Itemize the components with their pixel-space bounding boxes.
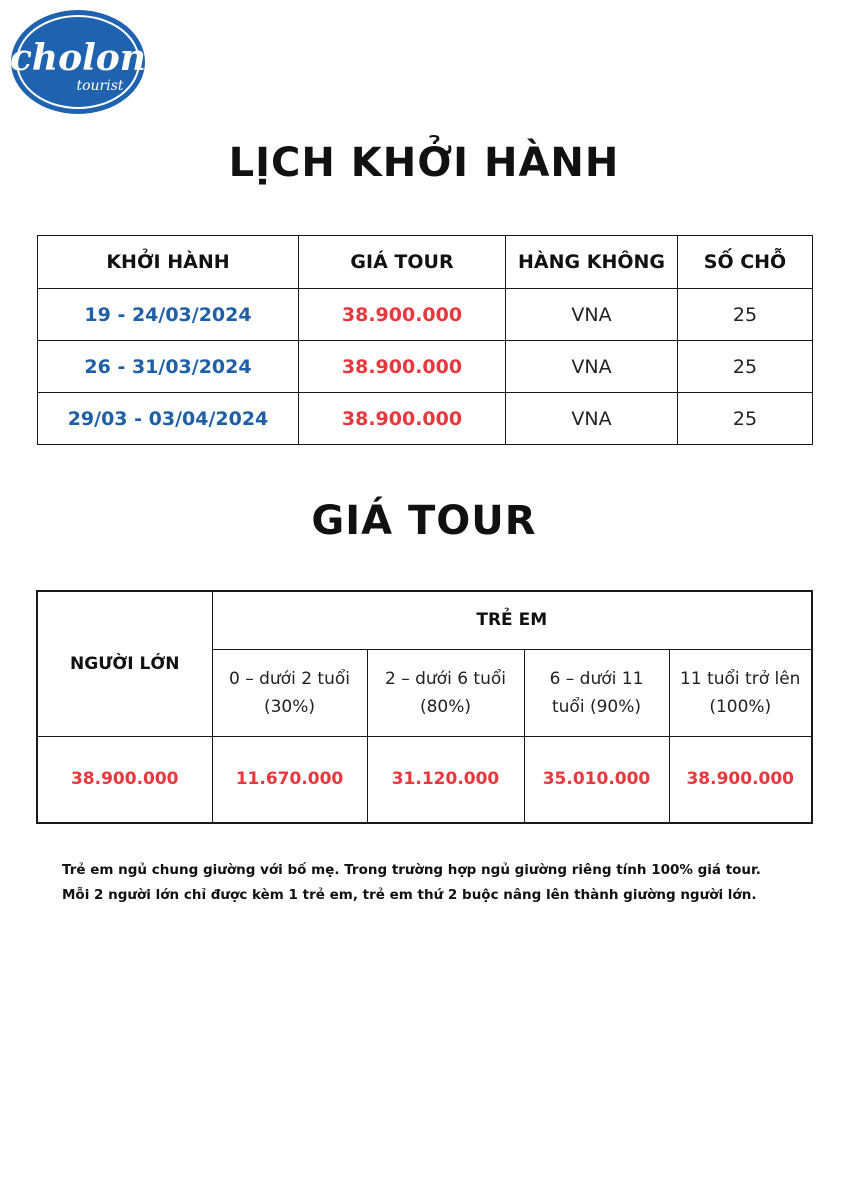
adult-label: NGƯỜI LỚN bbox=[37, 591, 212, 736]
age-group-6-11 bbox=[524, 649, 669, 736]
child-price: 38.900.000 bbox=[669, 736, 812, 823]
age-group-2-6 bbox=[367, 649, 524, 736]
tour-price: 38.900.000 bbox=[299, 341, 506, 393]
tour-price: 38.900.000 bbox=[299, 393, 506, 445]
price-row bbox=[37, 736, 812, 823]
child-price: 11.670.000 bbox=[212, 736, 367, 823]
table-row bbox=[38, 289, 813, 341]
note-line: Trẻ em ngủ chung giường với bố mẹ. Trong trường hợp ngủ giường riêng tính 100% giá tour. bbox=[62, 862, 761, 878]
children-label: TRẺ EM bbox=[212, 591, 812, 649]
seats: 25 bbox=[678, 289, 813, 341]
logo-brand-text: cholon bbox=[10, 37, 146, 79]
schedule-header-row bbox=[38, 236, 813, 289]
tour-price: 38.900.000 bbox=[299, 289, 506, 341]
child-price: 31.120.000 bbox=[367, 736, 524, 823]
header-seats: SỐ CHỖ bbox=[678, 236, 813, 289]
age-percent: (100%) bbox=[709, 696, 772, 717]
table-row bbox=[38, 341, 813, 393]
schedule-table bbox=[37, 235, 813, 445]
seats: 25 bbox=[678, 341, 813, 393]
table-row bbox=[38, 393, 813, 445]
header-tour-price: GIÁ TOUR bbox=[299, 236, 506, 289]
departure-date: 29/03 - 03/04/2024 bbox=[38, 393, 299, 445]
notes bbox=[62, 858, 822, 908]
airline: VNA bbox=[506, 393, 678, 445]
cholon-tourist-logo bbox=[8, 8, 148, 116]
adult-price: 38.900.000 bbox=[37, 736, 212, 823]
age-range: 11 tuổi trở lên bbox=[680, 668, 801, 689]
age-percent: (30%) bbox=[263, 696, 316, 717]
departure-date: 19 - 24/03/2024 bbox=[38, 289, 299, 341]
child-price: 35.010.000 bbox=[524, 736, 669, 823]
seats: 25 bbox=[678, 393, 813, 445]
header-airline: HÀNG KHÔNG bbox=[506, 236, 678, 289]
age-range: 0 – dưới 2 tuổi bbox=[228, 668, 350, 689]
schedule-title: LỊCH KHỞI HÀNH bbox=[228, 140, 620, 186]
age-percent: tuổi (90%) bbox=[551, 696, 642, 717]
pricing-header-row bbox=[37, 591, 812, 649]
departure-date: 26 - 31/03/2024 bbox=[38, 341, 299, 393]
age-percent: (80%) bbox=[419, 696, 472, 717]
age-range: 6 – dưới 11 bbox=[549, 668, 644, 689]
pricing-title: GIÁ TOUR bbox=[311, 498, 537, 544]
airline: VNA bbox=[506, 341, 678, 393]
note-line: Mỗi 2 người lớn chỉ được kèm 1 trẻ em, trẻ em thứ 2 buộc nâng lên thành giường người lớn. bbox=[62, 887, 757, 903]
airline: VNA bbox=[506, 289, 678, 341]
age-group-11-plus bbox=[669, 649, 812, 736]
logo-tagline-text: tourist bbox=[76, 78, 124, 94]
age-group-0-2 bbox=[212, 649, 367, 736]
pricing-table bbox=[36, 590, 813, 824]
age-range: 2 – dưới 6 tuổi bbox=[384, 668, 506, 689]
header-departure: KHỞI HÀNH bbox=[38, 236, 299, 289]
